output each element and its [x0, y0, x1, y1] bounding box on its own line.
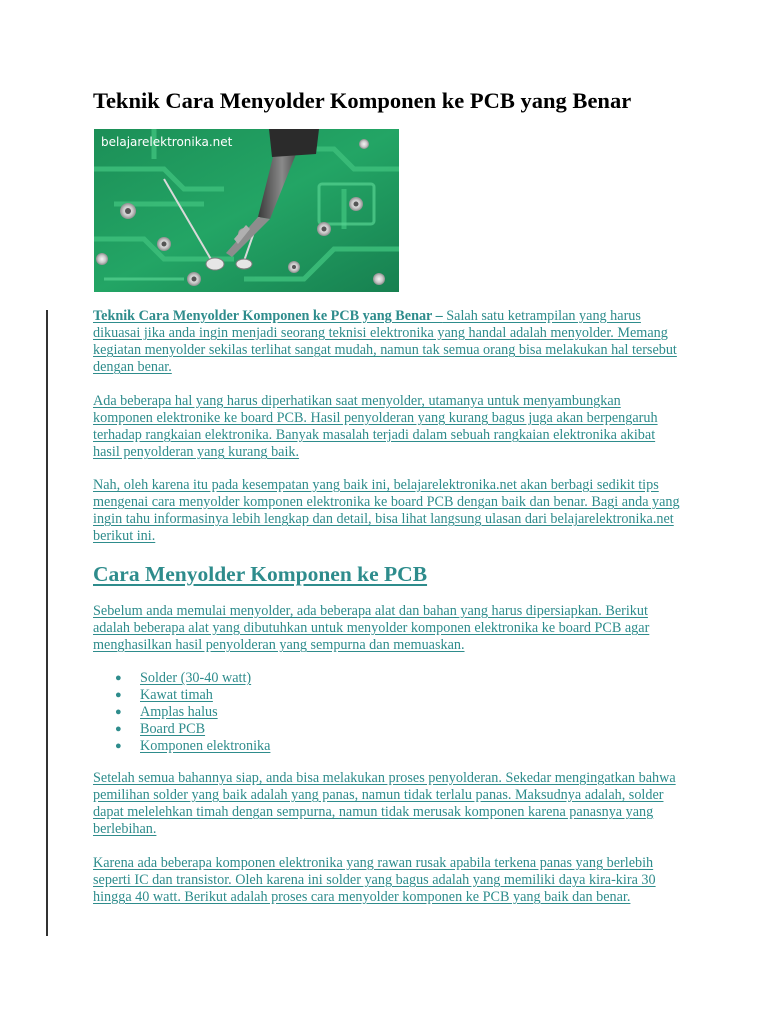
list-item-text[interactable]: Board PCB: [140, 721, 206, 737]
list-item-text[interactable]: Amplas halus: [140, 704, 218, 720]
paragraph-3[interactable]: Nah, oleh karena itu pada kesempatan yang baik ini, belajarelektronika.net akan berbagi sedikit tips mengenai cara menyolder komponen elektronika ke board PCB dengan baik dan benar. Bagi anda yang ingin tahu informasinya lebih lengkap dan detail, bisa lihat langsung ulasan dari belajarelektronika.net berikut ini.: [93, 477, 680, 545]
page-title: Teknik Cara Menyolder Komponen ke PCB yang Benar: [93, 88, 632, 113]
bullet-icon: ●: [115, 706, 122, 718]
tools-list: [115, 670, 270, 755]
margin-rule: [46, 310, 48, 936]
list-item: [115, 721, 270, 738]
list-item: [115, 704, 270, 721]
list-item: [115, 687, 270, 704]
list-item-text[interactable]: Solder (30-40 watt): [140, 670, 252, 686]
section-heading[interactable]: Cara Menyolder Komponen ke PCB: [93, 562, 428, 586]
intro-paragraph: [93, 308, 683, 376]
intro-body[interactable]: Salah satu ketrampilan yang harus dikuasai jika anda ingin menjadi seorang teknisi elektronika yang handal adalah menyolder. Memang kegiatan menyolder sekilas terlihat sangat mudah, namun tak semua orang bisa melakukan hal tersebut dengan benar.: [93, 308, 677, 376]
list-item-text[interactable]: Komponen elektronika: [140, 738, 271, 754]
intro-lead[interactable]: Teknik Cara Menyolder Komponen ke PCB yang Benar –: [93, 308, 443, 324]
bullet-icon: ●: [115, 672, 122, 684]
bullet-icon: ●: [115, 723, 122, 735]
watermark-text: belajarelektronika.net: [101, 135, 233, 149]
list-item-text[interactable]: Kawat timah: [140, 687, 213, 703]
pcb-soldering-illustration: [94, 129, 399, 292]
paragraph-4[interactable]: Sebelum anda memulai menyolder, ada beberapa alat dan bahan yang harus dipersiapkan. Berikut adalah beberapa alat yang dibutuhkan untuk menyolder komponen elektronika ke board PCB agar menghasilkan hasil penyolderan yang sempurna dan memuaskan.: [93, 603, 650, 654]
bullet-icon: ●: [115, 740, 122, 752]
paragraph-5[interactable]: Setelah semua bahannya siap, anda bisa melakukan proses penyolderan. Sekedar mengingatkan bahwa pemilihan solder yang baik adalah yang panas, namun tidak terlalu panas. Maksudnya adalah, solder dapat melelehkan timah dengan sempurna, namun tidak merusak komponen karena panasnya yang berlebihan.: [93, 770, 676, 838]
paragraph-2[interactable]: Ada beberapa hal yang harus diperhatikan saat menyolder, utamanya untuk menyambungkan komponen elektronike ke board PCB. Hasil penyolderan yang kurang bagus juga akan berpengaruh terhadap rangkaian elektronika. Banyak masalah terjadi dalam sebuah rangkaian elektronika akibat hasil penyolderan yang kurang baik.: [93, 393, 658, 461]
soldering-photo: [94, 129, 399, 292]
list-item: [115, 738, 270, 755]
bullet-icon: ●: [115, 689, 122, 701]
list-item: [115, 670, 270, 687]
paragraph-6[interactable]: Karena ada beberapa komponen elektronika yang rawan rusak apabila terkena panas yang berlebih seperti IC dan transistor. Oleh karena ini solder yang bagus adalah yang memiliki daya kira-kira 30 hingga 40 watt. Berikut adalah proses cara menyolder komponen ke PCB yang baik dan benar.: [93, 855, 656, 906]
